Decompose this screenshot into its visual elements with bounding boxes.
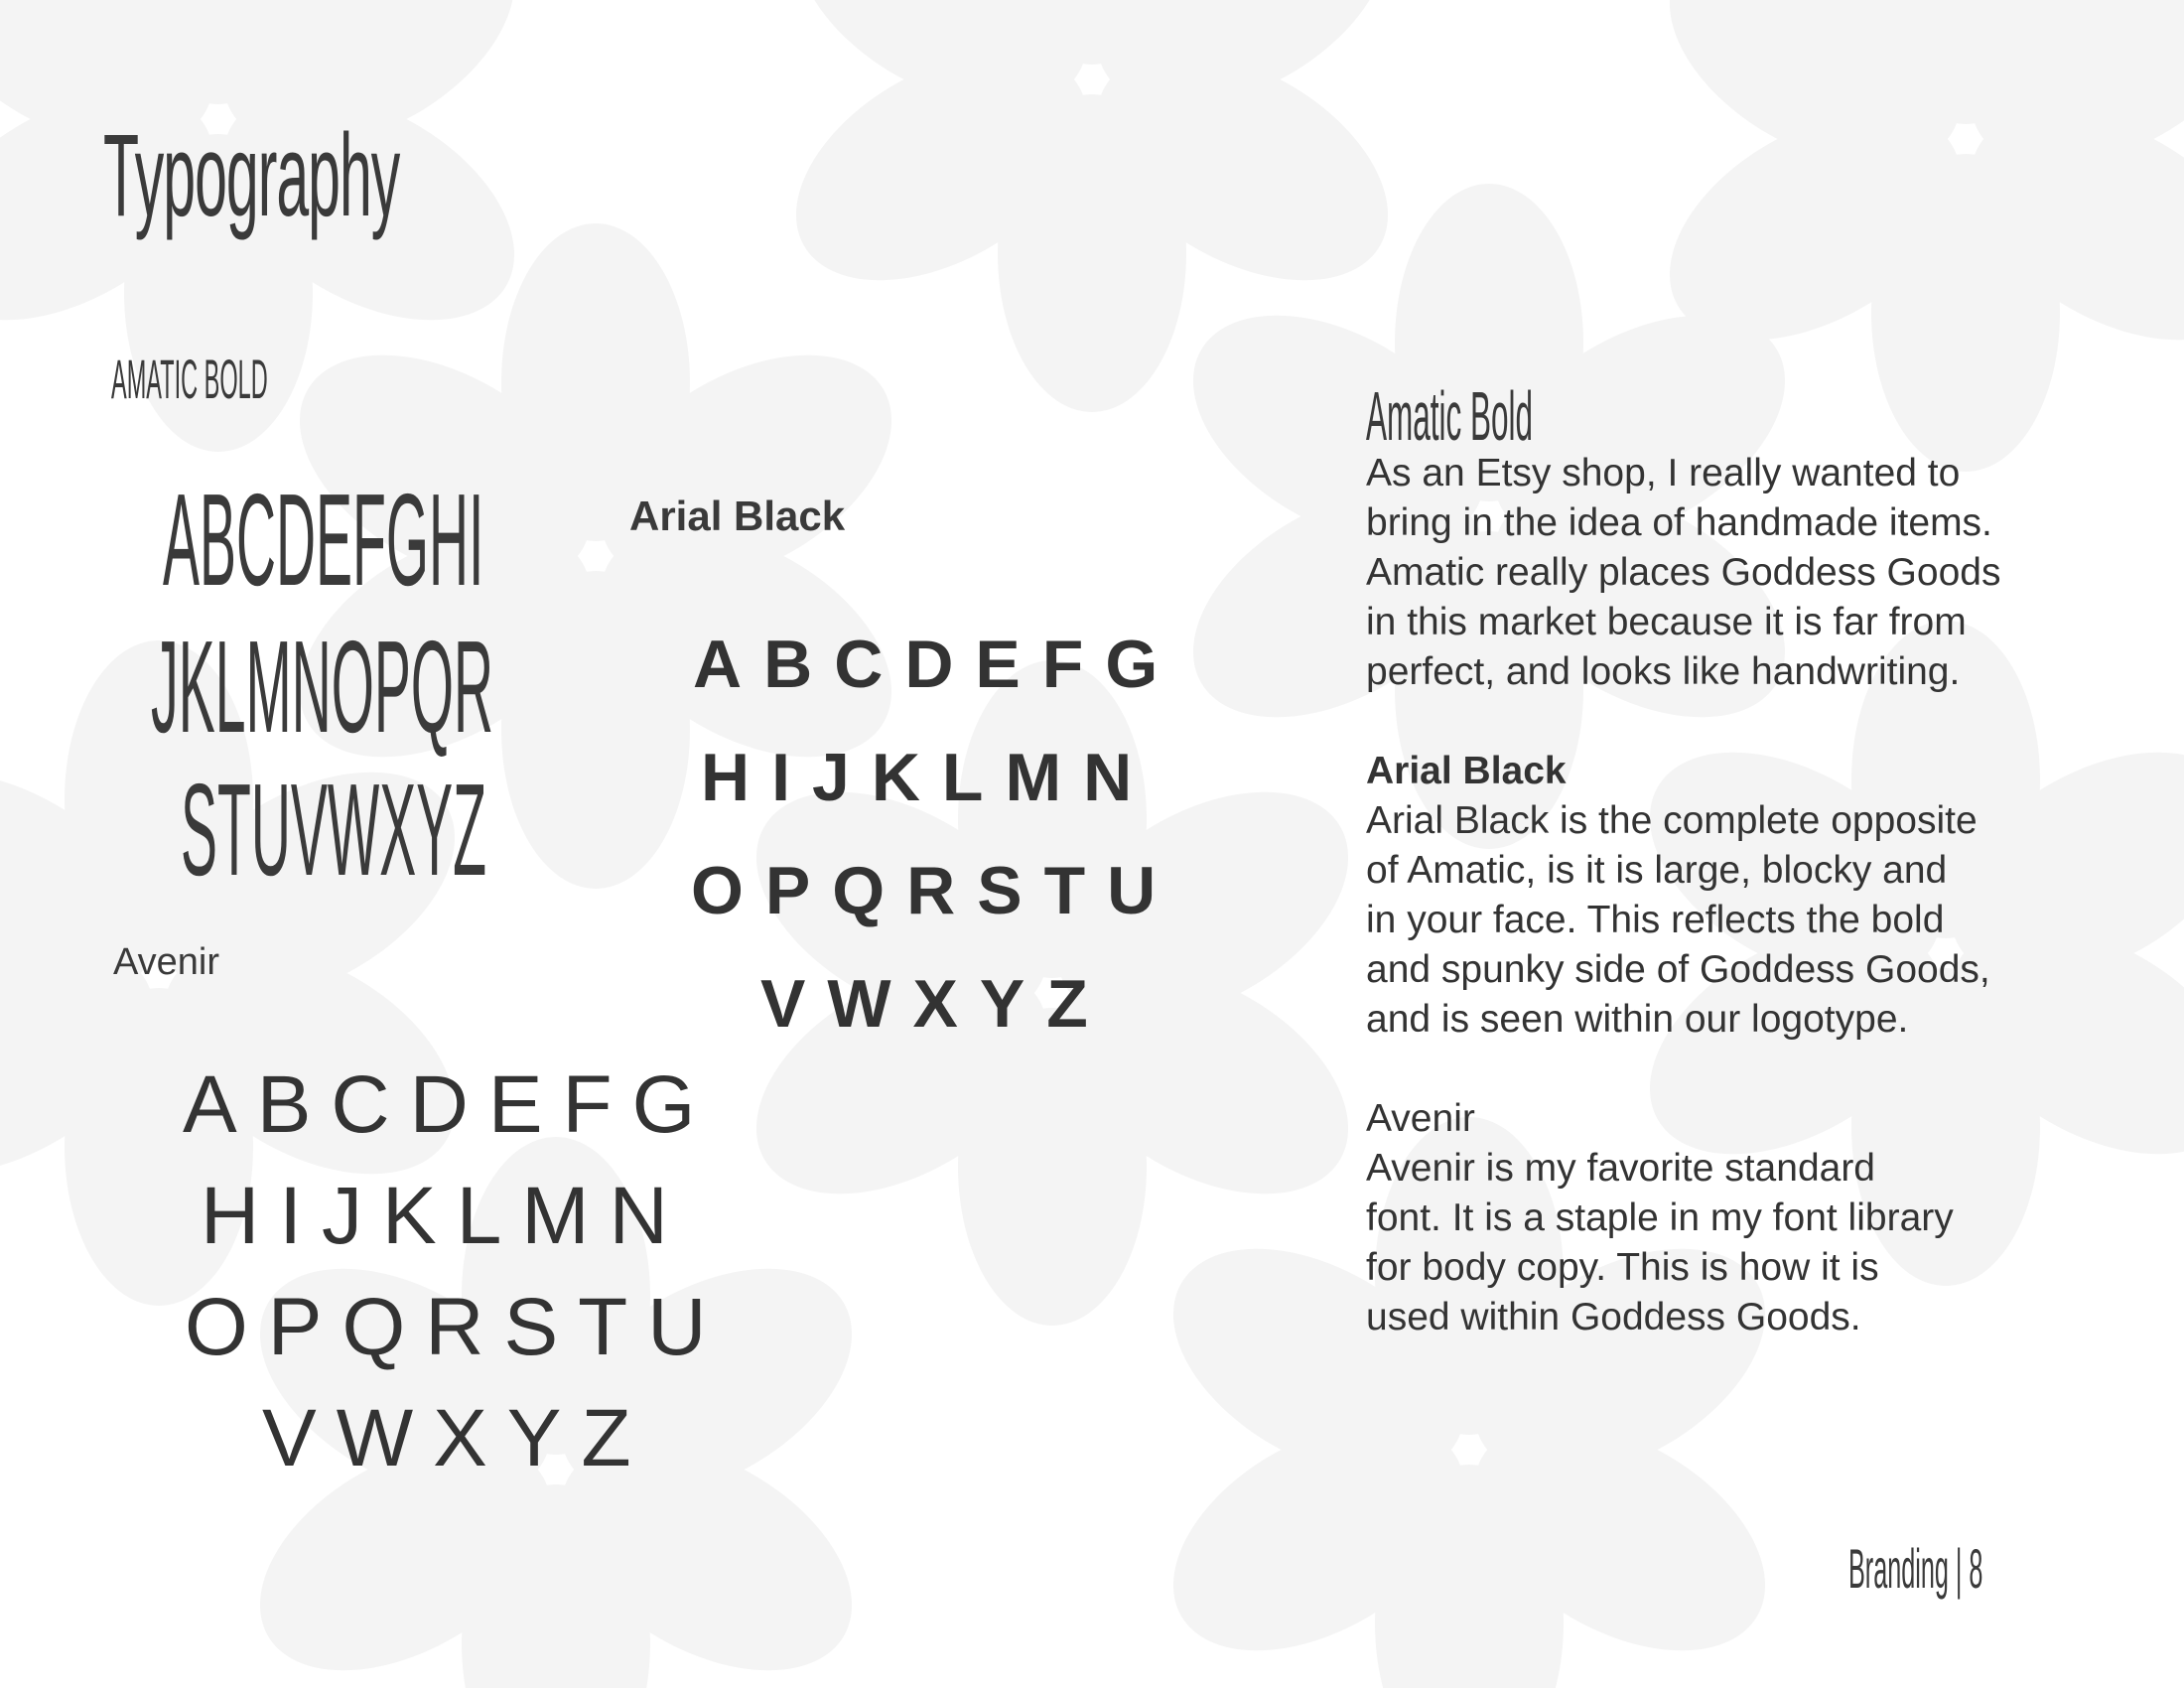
description-line: in your face. This reflects the bold: [1366, 899, 1945, 941]
amatic-specimen-row: ABCDEFGHI: [163, 467, 484, 613]
amatic-description-heading: Amatic Bold: [1366, 377, 1534, 455]
page-title: Typography: [103, 110, 400, 241]
avenir-specimen-row: OPQRSTU: [185, 1282, 727, 1372]
arial-description-heading: Arial Black: [1366, 750, 1567, 792]
description-line: Arial Black is the complete opposite: [1366, 799, 1978, 842]
arial-specimen-row: ABCDEFG: [693, 627, 1180, 702]
arial-specimen-row: OPQRSTU: [691, 853, 1178, 928]
arial-specimen-row: HIJKLMN: [701, 740, 1155, 815]
avenir-description: [1366, 1094, 2120, 1342]
arial-specimen-label: Arial Black: [629, 492, 846, 539]
amatic-specimen-row: JKLMNOPQR: [151, 614, 494, 760]
avenir-specimen-label: Avenir: [113, 941, 220, 983]
description-line: for body copy. This is how it is: [1366, 1246, 1879, 1289]
description-line: of Amatic, is it is large, blocky and: [1366, 849, 1948, 892]
amatic-specimen-row: STUVWXYZ: [181, 757, 487, 903]
avenir-description-heading: Avenir: [1366, 1097, 1475, 1140]
page-footer: Branding | 8: [1848, 1537, 1983, 1600]
description-line: and is seen within our logotype.: [1366, 998, 1909, 1041]
amatic-specimen-label: AMATIC BOLD: [111, 348, 268, 410]
avenir-specimen-row: VWXYZ: [262, 1393, 651, 1483]
arial-specimen-row: VWXYZ: [760, 966, 1110, 1042]
arial-description: [1366, 747, 2120, 1045]
avenir-specimen-row: HIJKLMN: [201, 1171, 688, 1261]
description-line: and spunky side of Goddess Goods,: [1366, 948, 1990, 991]
description-line: Amatic really places Goddess Goods: [1366, 551, 2001, 594]
description-line: bring in the idea of handmade items.: [1366, 501, 1992, 544]
description-line: used within Goddess Goods.: [1366, 1296, 1861, 1338]
description-line: font. It is a staple in my font library: [1366, 1196, 1954, 1239]
description-line: perfect, and looks like handwriting.: [1366, 650, 1961, 693]
amatic-description: [1366, 449, 2120, 697]
description-line: in this market because it is far from: [1366, 601, 1967, 643]
avenir-specimen-row: ABCDEFG: [183, 1059, 716, 1150]
description-line: Avenir is my favorite standard: [1366, 1147, 1875, 1190]
description-line: As an Etsy shop, I really wanted to: [1366, 452, 1961, 494]
